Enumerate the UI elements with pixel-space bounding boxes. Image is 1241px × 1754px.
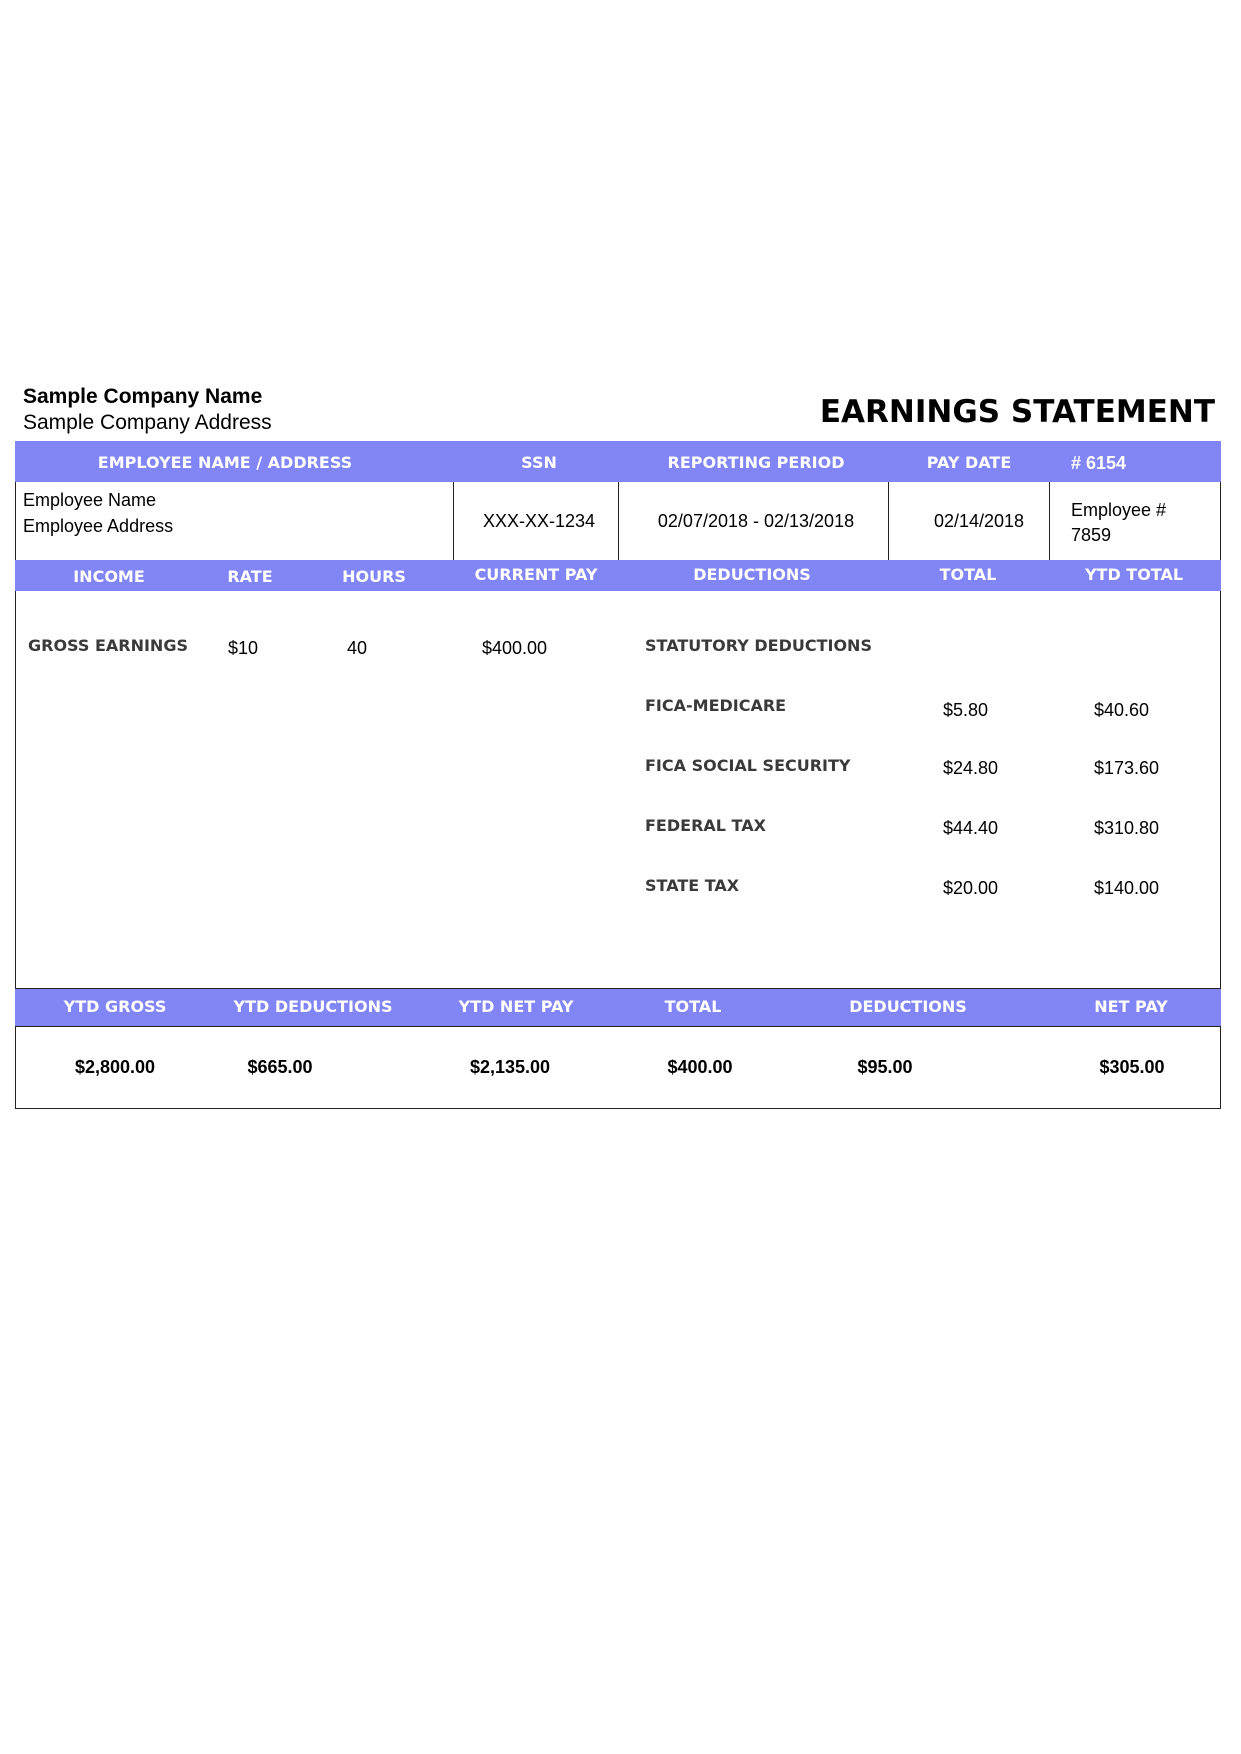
company-name: Sample Company Name bbox=[23, 385, 263, 408]
income-rate: $10 bbox=[228, 638, 259, 658]
header-total: TOTAL bbox=[939, 565, 997, 584]
deduction-total: $20.00 bbox=[943, 878, 999, 898]
employee-number-label: Employee # bbox=[1071, 500, 1167, 520]
check-number: # 6154 bbox=[1071, 453, 1127, 473]
divider bbox=[618, 482, 619, 560]
ssn-value: XXX-XX-1234 bbox=[482, 511, 596, 531]
income-current-pay: $400.00 bbox=[482, 638, 548, 658]
deduction-total: $44.40 bbox=[943, 818, 999, 838]
header-employee: EMPLOYEE NAME / ADDRESS bbox=[97, 453, 353, 472]
ytd-net-pay-value: $2,135.00 bbox=[469, 1057, 551, 1077]
summary-deductions-value: $95.00 bbox=[857, 1057, 913, 1077]
summary-total-value: $400.00 bbox=[667, 1057, 733, 1077]
header-ytd-net-pay: YTD NET PAY bbox=[458, 997, 574, 1016]
deduction-ytd: $310.80 bbox=[1094, 818, 1160, 838]
employee-address: Employee Address bbox=[23, 516, 174, 536]
deduction-label: FEDERAL TAX bbox=[645, 816, 766, 835]
deduction-ytd: $40.60 bbox=[1094, 700, 1150, 720]
header-deductions: DEDUCTIONS bbox=[693, 565, 811, 584]
detail-header-band bbox=[15, 560, 1221, 591]
income-label: GROSS EARNINGS bbox=[28, 636, 188, 655]
company-address: Sample Company Address bbox=[23, 411, 272, 434]
header-pay-date: PAY DATE bbox=[926, 453, 1012, 472]
deduction-ytd: $173.60 bbox=[1094, 758, 1160, 778]
header-current-pay: CURRENT PAY bbox=[474, 565, 598, 584]
header-rate: RATE bbox=[227, 567, 273, 586]
header-net-pay: NET PAY bbox=[1094, 997, 1168, 1016]
summary-header-band bbox=[15, 989, 1221, 1026]
deduction-label: FICA SOCIAL SECURITY bbox=[645, 756, 851, 775]
header-summary-deductions: DEDUCTIONS bbox=[849, 997, 967, 1016]
employee-name: Employee Name bbox=[23, 490, 157, 510]
header-ytd-gross: YTD GROSS bbox=[63, 997, 167, 1016]
deduction-ytd: $140.00 bbox=[1094, 878, 1160, 898]
reporting-period-value: 02/07/2018 - 02/13/2018 bbox=[657, 511, 855, 531]
pay-date-value: 02/14/2018 bbox=[933, 511, 1025, 531]
header-ssn: SSN bbox=[521, 453, 557, 472]
deduction-total: $5.80 bbox=[943, 700, 989, 720]
header-hours: HOURS bbox=[342, 567, 406, 586]
employee-number: 7859 bbox=[1071, 525, 1112, 545]
header-reporting-period: REPORTING PERIOD bbox=[667, 453, 845, 472]
header-ytd-total: YTD TOTAL bbox=[1084, 565, 1184, 584]
divider bbox=[15, 1026, 1221, 1027]
document-title: EARNINGS STATEMENT bbox=[819, 394, 1215, 430]
header-summary-total: TOTAL bbox=[664, 997, 722, 1016]
statutory-deductions-heading: STATUTORY DEDUCTIONS bbox=[645, 636, 872, 655]
net-pay-value: $305.00 bbox=[1099, 1057, 1165, 1077]
deduction-label: FICA-MEDICARE bbox=[645, 696, 787, 715]
divider bbox=[888, 482, 889, 560]
deduction-total: $24.80 bbox=[943, 758, 999, 778]
divider bbox=[453, 482, 454, 560]
deduction-label: STATE TAX bbox=[645, 876, 740, 895]
divider bbox=[1049, 482, 1050, 560]
ytd-gross-value: $2,800.00 bbox=[74, 1057, 156, 1077]
header-ytd-deductions: YTD DEDUCTIONS bbox=[233, 997, 393, 1016]
income-hours: 40 bbox=[347, 638, 368, 658]
header-income: INCOME bbox=[73, 567, 145, 586]
ytd-deductions-value: $665.00 bbox=[247, 1057, 313, 1077]
